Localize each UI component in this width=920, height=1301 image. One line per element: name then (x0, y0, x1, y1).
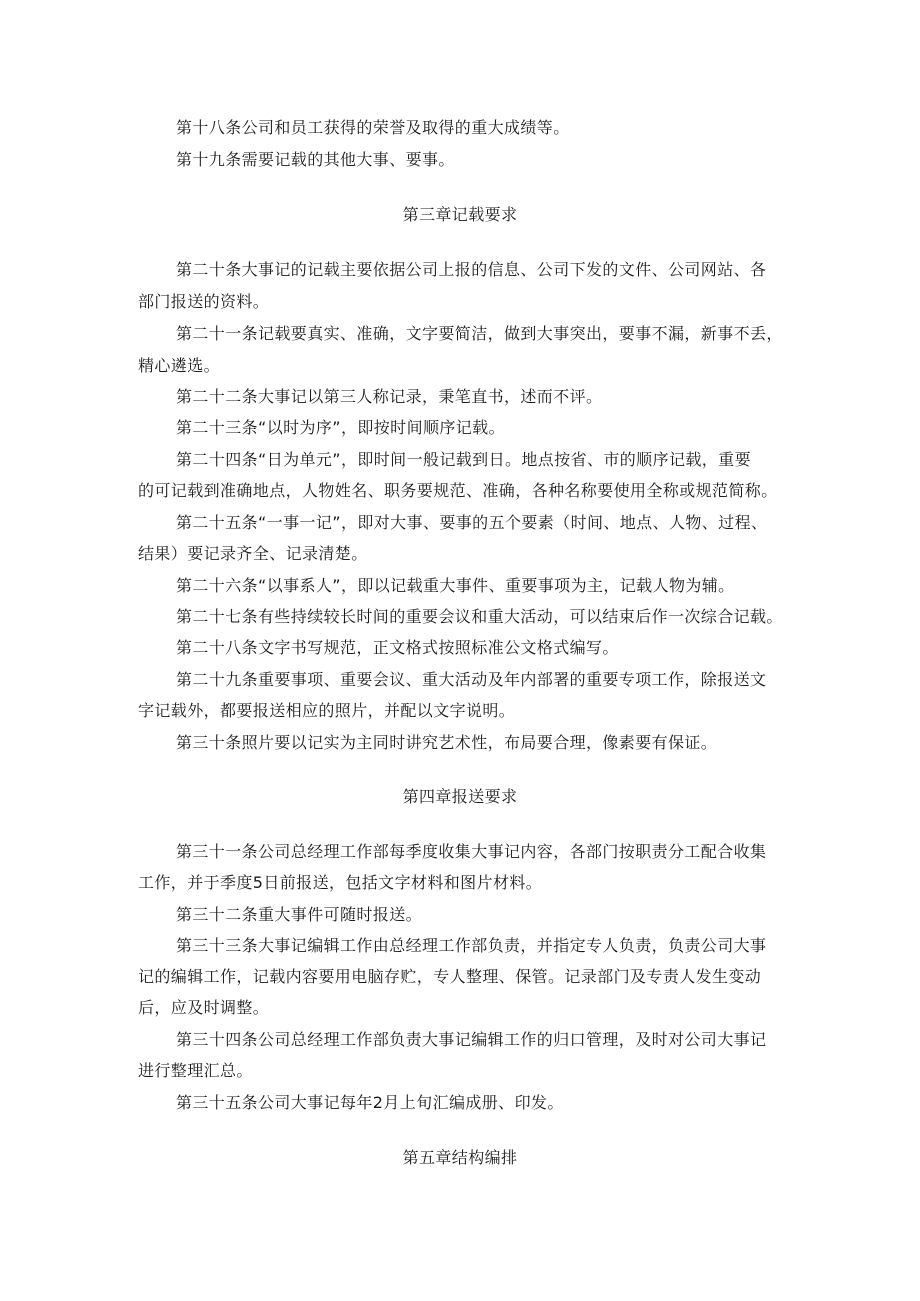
article-31-line-1: 第三十一条公司总经理工作部每季度收集大事记内容，各部门按职责分工配合收集 (176, 842, 767, 861)
article-30: 第三十条照片要以记实为主同时讲究艺术性，布局要合理，像素要有保证。 (176, 733, 718, 752)
article-23: 第二十三条“以时为序”，即按时间顺序记载。 (176, 418, 505, 437)
chapter-5-heading: 第五章结构编排 (402, 1148, 518, 1167)
article-25-line-2: 结果）要记录齐全、记录清楚。 (138, 544, 368, 563)
article-34-line-2: 进行整理汇总。 (138, 1061, 253, 1080)
article-18: 第十八条公司和员工获得的荣誉及取得的重大成绩等。 (176, 118, 570, 137)
article-35: 第三十五条公司大事记每年2月上旬汇编成册、印发。 (176, 1093, 564, 1112)
article-31-line-2: 工作，并于季度5日前报送，包括文字材料和图片材料。 (138, 873, 543, 892)
article-21-line-2: 精心遴选。 (138, 356, 221, 375)
article-33-line-1: 第三十三条大事记编辑工作由总经理工作部负责，并指定专人负责，负责公司大事 (176, 936, 767, 955)
article-21-line-1: 第二十一条记载要真实、准确，文字要简洁，做到大事突出，要事不漏，新事不丢， (176, 324, 783, 343)
article-24-line-1: 第二十四条“日为单元”，即时间一般记载到日。地点按省、市的顺序记载，重要 (176, 450, 751, 469)
article-20-line-2: 部门报送的资料。 (138, 292, 270, 311)
article-28: 第二十八条文字书写规范，正文格式按照标准公文格式编写。 (176, 638, 619, 657)
chapter-4-heading: 第四章报送要求 (402, 787, 518, 806)
article-22: 第二十二条大事记以第三人称记录，秉笔直书，述而不评。 (176, 387, 603, 406)
article-29-line-1: 第二十九条重要事项、重要会议、重大活动及年内部署的重要专项工作，除报送文 (176, 670, 767, 689)
article-32: 第三十二条重大事件可随时报送。 (176, 905, 423, 924)
article-33-line-3: 后，应及时调整。 (138, 998, 270, 1017)
article-29-line-2: 字记载外，都要报送相应的照片，并配以文字说明。 (138, 701, 516, 720)
article-34-line-1: 第三十四条公司总经理工作部负责大事记编辑工作的归口管理，及时对公司大事记 (176, 1030, 767, 1049)
chapter-3-heading: 第三章记载要求 (402, 205, 518, 224)
article-19: 第十九条需要记载的其他大事、要事。 (176, 150, 455, 169)
article-26: 第二十六条“以事系人”，即以记载重大事件、重要事项为主，记载人物为辅。 (176, 576, 735, 595)
article-20-line-1: 第二十条大事记的记载主要依据公司上报的信息、公司下发的文件、公司网站、各 (176, 260, 767, 279)
article-24-line-2: 的可记载到准确地点，人物姓名、职务要规范、准确，各种名称要使用全称或规范简称。 (138, 481, 778, 500)
article-27: 第二十七条有些持续较长时间的重要会议和重大活动，可以结束后作一次综合记载。 (176, 607, 783, 626)
article-33-line-2: 记的编辑工作，记载内容要用电脑存贮，专人整理、保管。记录部门及专责人发生变动 (138, 967, 762, 986)
article-25-line-1: 第二十五条“一事一记”，即对大事、要事的五个要素（时间、地点、人物、过程、 (176, 513, 768, 532)
